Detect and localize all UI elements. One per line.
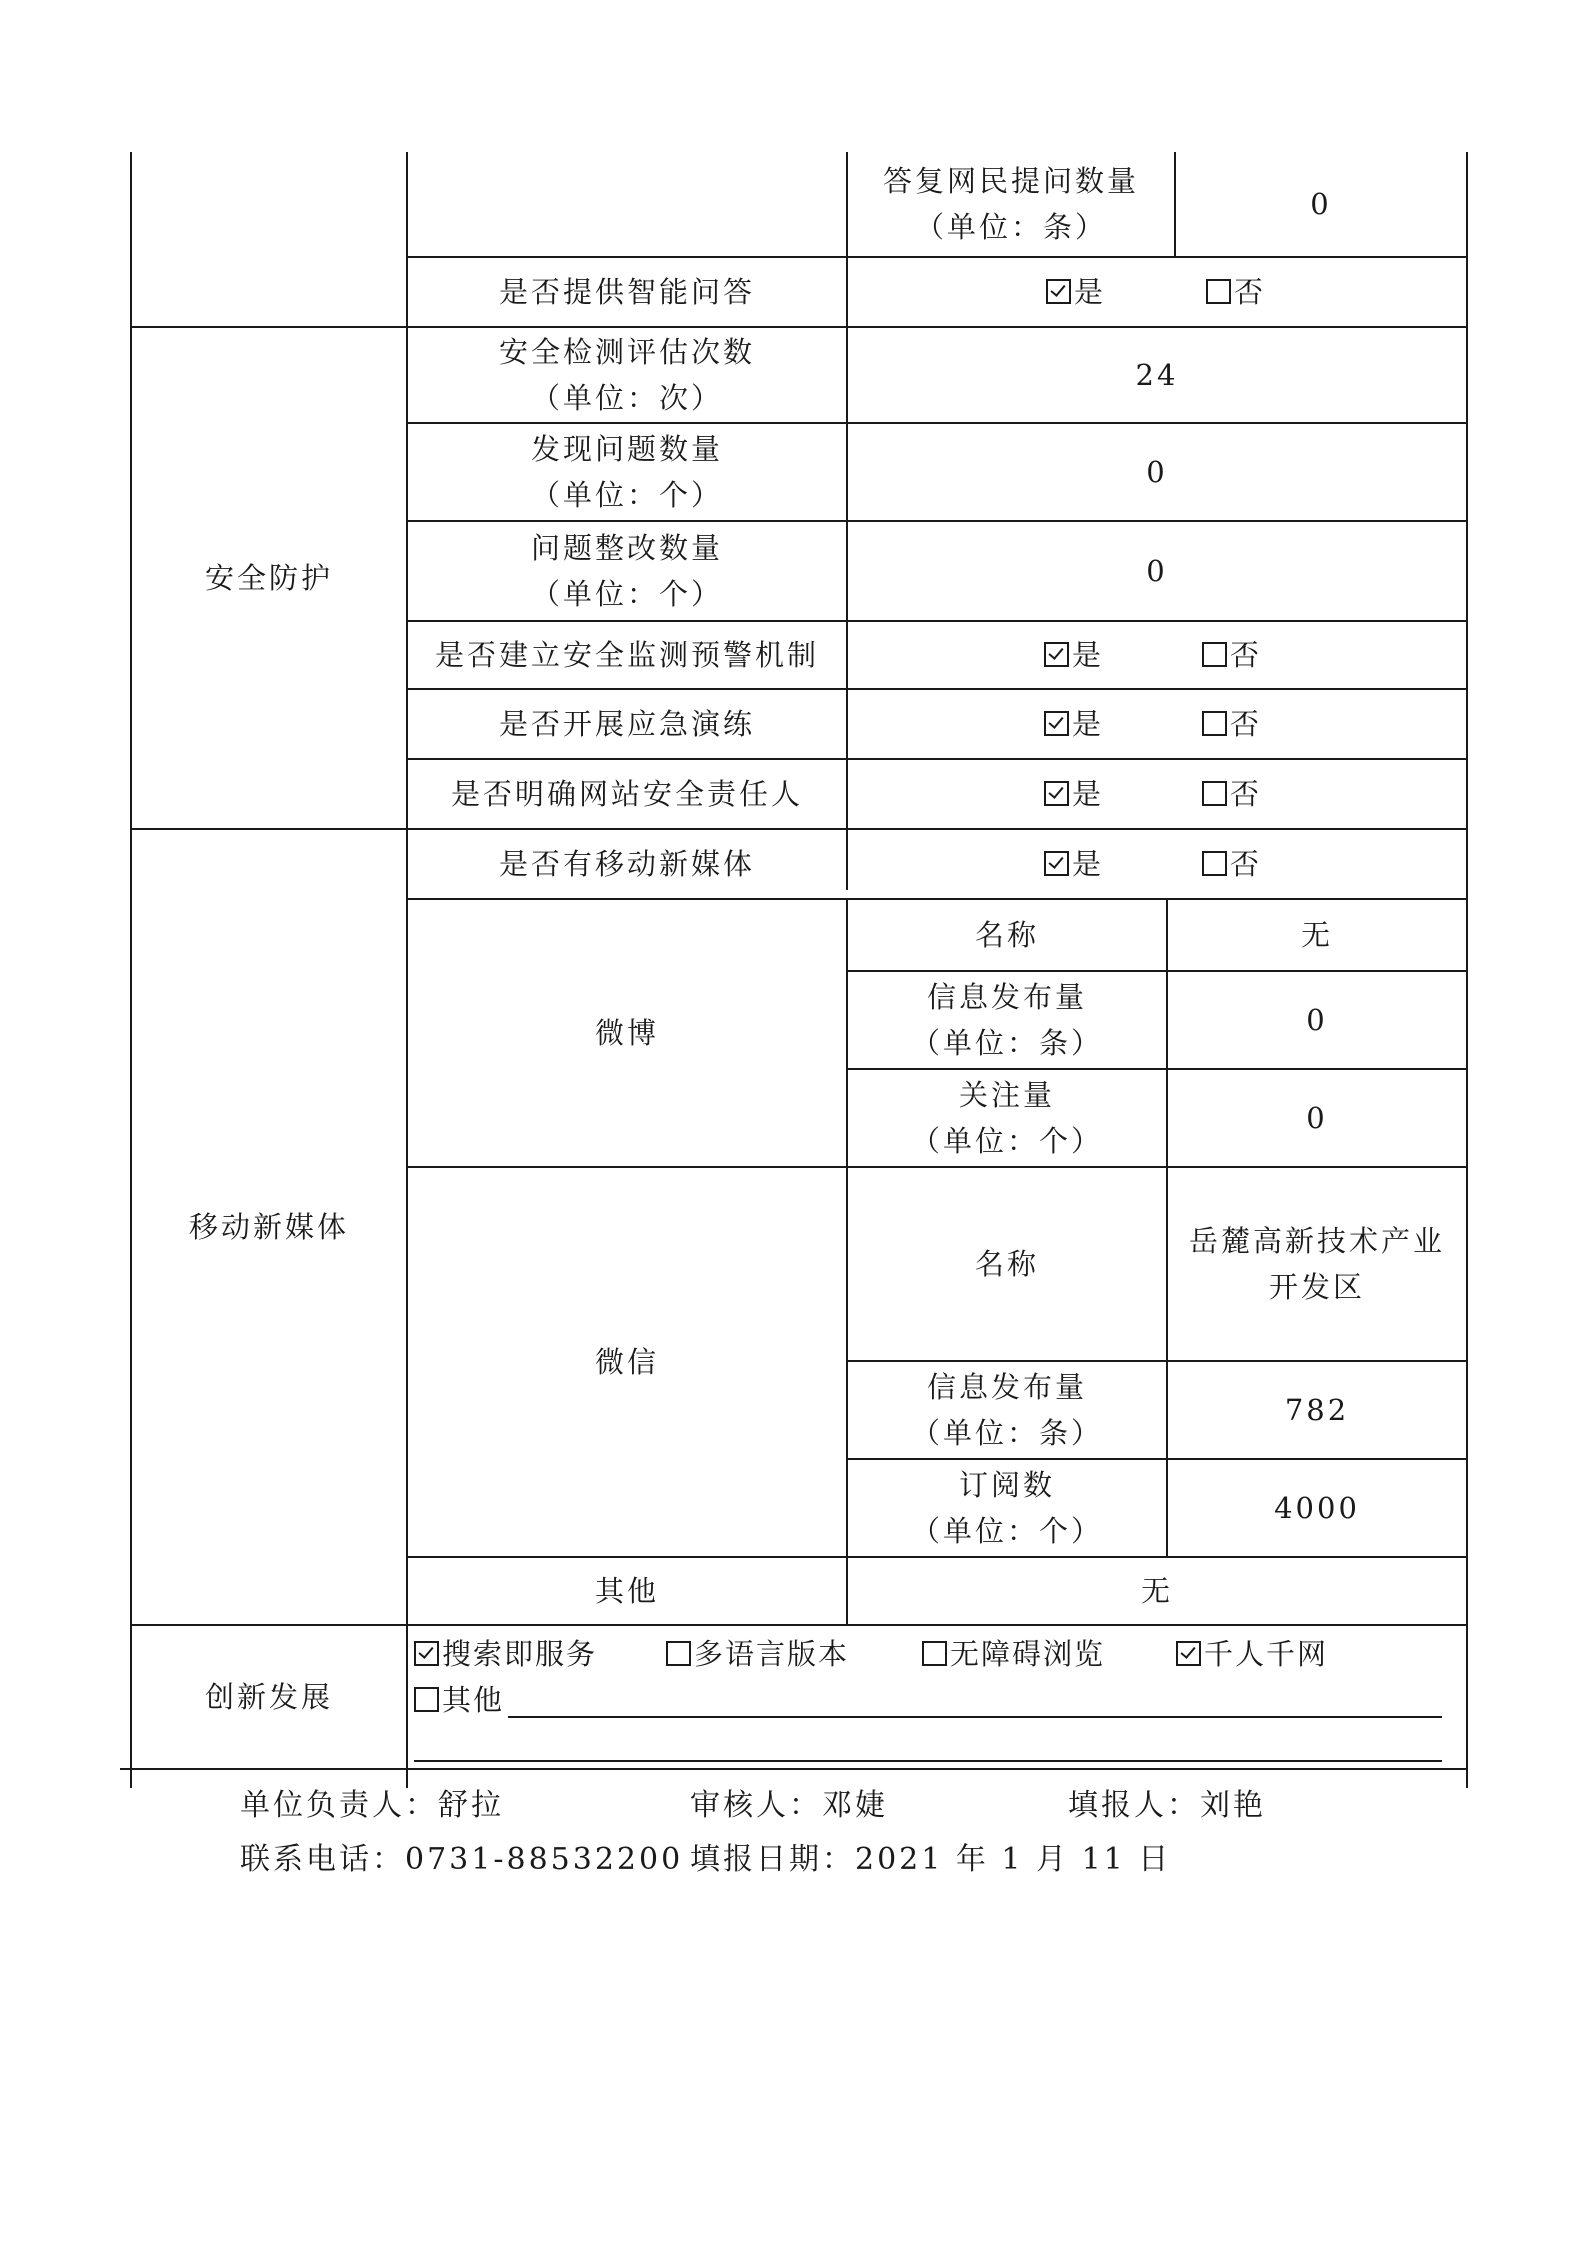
checked-box-icon [1046, 279, 1071, 304]
wechat-subs-label: 订阅数 （单位：个） [910, 1468, 1103, 1548]
responsible-yes[interactable]: 是 [1044, 774, 1103, 814]
weibo-posts-label: 信息发布量 （单位：条） [910, 980, 1103, 1060]
empty-box-icon [922, 1641, 947, 1666]
footer-phone: 联系电话：0731-88532200 [240, 1842, 684, 1877]
monitoring-label: 是否建立安全监测预警机制 [434, 638, 819, 672]
wechat-name-value: 岳麓高新技术产业 开发区 [1188, 1224, 1445, 1304]
wechat-label: 微信 [594, 1345, 659, 1379]
empty-box-icon [1206, 279, 1231, 304]
empty-box-icon [1202, 711, 1227, 736]
checked-box-icon [1044, 781, 1069, 806]
wechat-subs-value: 4000 [1274, 1491, 1360, 1525]
checked-box-icon [1044, 711, 1069, 736]
empty-box-icon [1202, 781, 1227, 806]
empty-box-icon [414, 1687, 439, 1712]
wechat-posts-value: 782 [1284, 1393, 1350, 1427]
drill-label: 是否开展应急演练 [498, 707, 755, 741]
innovation-option-personalized[interactable]: 千人千网 [1176, 1634, 1328, 1674]
innovation-option-search[interactable]: 搜索即服务 [414, 1634, 597, 1674]
has-mobile-no[interactable]: 否 [1202, 844, 1261, 884]
checked-box-icon [414, 1641, 439, 1666]
innovation-section-label: 创新发展 [204, 1680, 333, 1714]
innovation-option-accessibility[interactable]: 无障碍浏览 [922, 1634, 1105, 1674]
check-count-label: 安全检测评估次数 （单位：次） [498, 335, 755, 415]
responsible-no[interactable]: 否 [1202, 774, 1261, 814]
reply-count-value: 0 [1310, 187, 1332, 221]
has-mobile-label: 是否有移动新媒体 [498, 847, 755, 881]
empty-box-icon [1202, 642, 1227, 667]
smart-qa-label: 是否提供智能问答 [498, 275, 755, 309]
check-count-value: 24 [1135, 358, 1179, 392]
innovation-option-other[interactable]: 其他 [414, 1680, 504, 1720]
issues-fixed-value: 0 [1146, 554, 1168, 588]
smart-qa-yes[interactable]: 是 [1046, 272, 1105, 312]
security-section-label: 安全防护 [204, 561, 333, 595]
weibo-name-label: 名称 [974, 918, 1039, 952]
other-media-label: 其他 [594, 1574, 659, 1608]
drill-no[interactable]: 否 [1202, 704, 1261, 744]
wechat-posts-label: 信息发布量 （单位：条） [910, 1370, 1103, 1450]
reply-count-label: 答复网民提问数量 （单位：条） [882, 164, 1139, 244]
footer-date: 填报日期：2021 年 1 月 11 日 [690, 1842, 1172, 1877]
issues-fixed-label: 问题整改数量 （单位：个） [530, 531, 723, 611]
weibo-followers-label: 关注量 （单位：个） [910, 1078, 1103, 1158]
weibo-posts-value: 0 [1306, 1003, 1328, 1037]
wechat-name-label: 名称 [974, 1247, 1039, 1281]
drill-yes[interactable]: 是 [1044, 704, 1103, 744]
monitoring-no[interactable]: 否 [1202, 635, 1261, 675]
smart-qa-no[interactable]: 否 [1206, 272, 1265, 312]
weibo-followers-value: 0 [1306, 1101, 1328, 1135]
responsible-label: 是否明确网站安全责任人 [450, 777, 803, 811]
checked-box-icon [1176, 1641, 1201, 1666]
checked-box-icon [1044, 851, 1069, 876]
footer-reviewer: 审核人：邓婕 [690, 1788, 888, 1823]
empty-box-icon [666, 1641, 691, 1666]
footer-leader: 单位负责人：舒拉 [240, 1788, 504, 1823]
issues-found-value: 0 [1146, 455, 1168, 489]
weibo-label: 微博 [594, 1016, 659, 1050]
monitoring-yes[interactable]: 是 [1044, 635, 1103, 675]
other-fill-line [508, 1716, 1442, 1718]
innovation-option-multilang[interactable]: 多语言版本 [666, 1634, 849, 1674]
mobile-section-label: 移动新媒体 [188, 1210, 349, 1244]
weibo-name-value: 无 [1300, 918, 1333, 952]
other-media-value: 无 [1140, 1574, 1173, 1608]
has-mobile-yes[interactable]: 是 [1044, 844, 1103, 884]
checked-box-icon [1044, 642, 1069, 667]
footer-filler: 填报人：刘艳 [1068, 1788, 1266, 1823]
other-fill-line-2 [414, 1760, 1442, 1762]
empty-box-icon [1202, 851, 1227, 876]
issues-found-label: 发现问题数量 （单位：个） [530, 432, 723, 512]
